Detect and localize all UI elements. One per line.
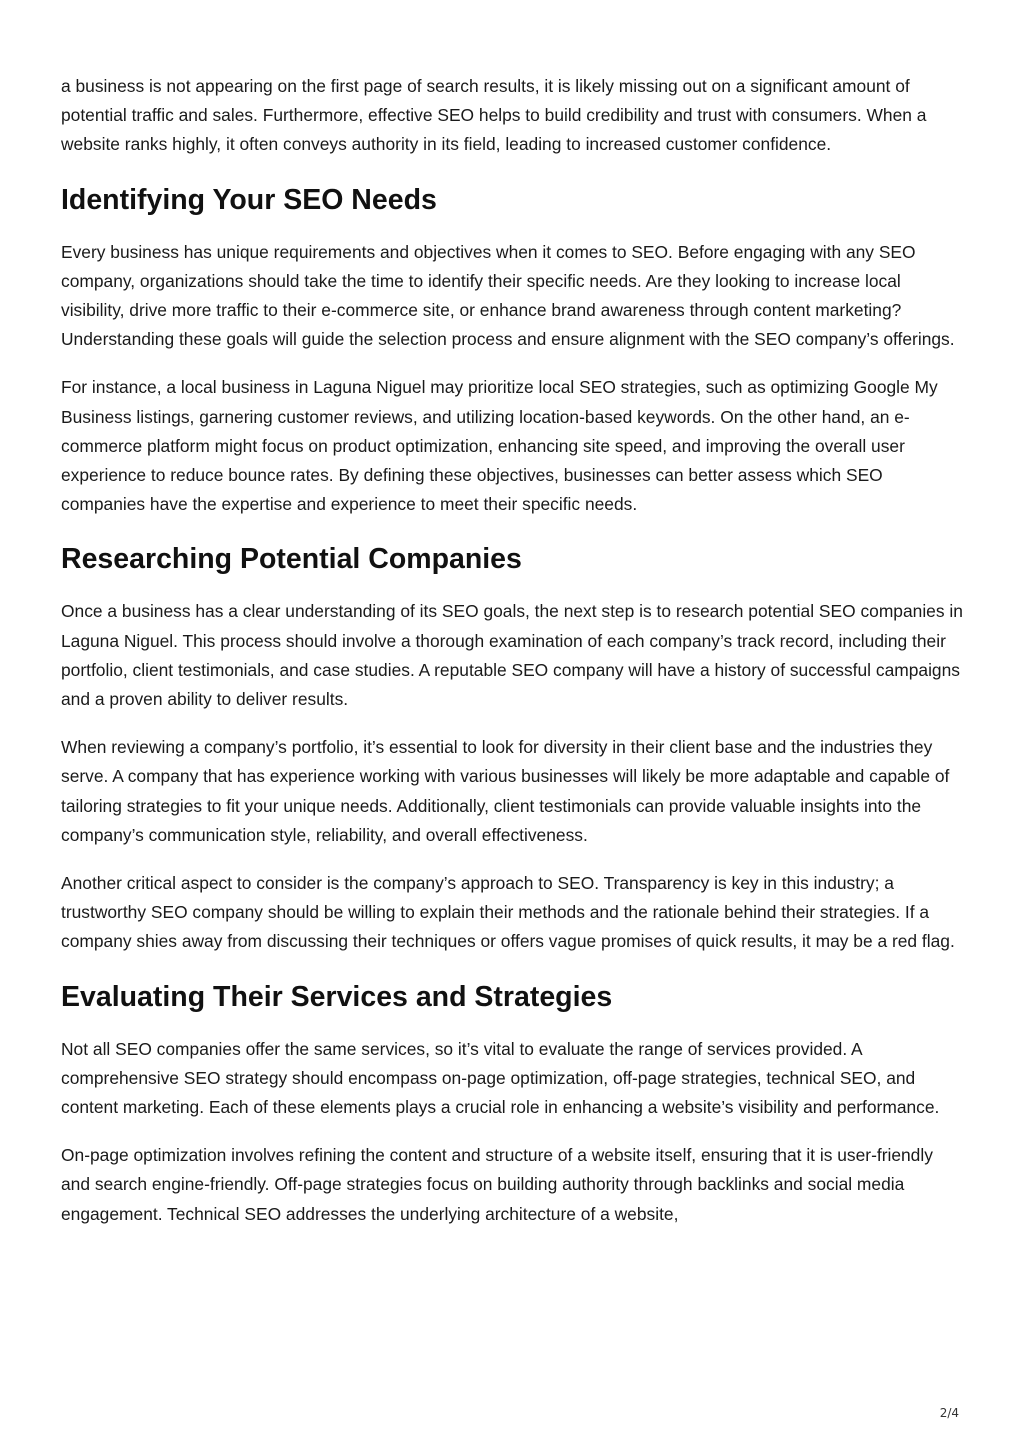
document-body (61, 72, 966, 1248)
paragraph-range-of-services: Not all SEO companies offer the same services, so it’s vital to evaluate the range of services provided. A comprehensive SEO strategy should encompass on-page optimization, off-page strategies, technical SEO, and content marketing. Each of these elements plays a crucial role in enhancing a website’s visibility and performance. (61, 1038, 940, 1118)
paragraph-transparency: Another critical aspect to consider is the company’s approach to SEO. Transparency is key in this industry; a trustworthy SEO company should be willing to explain their methods and the rationale behind their strategies. If a company shies away from discussing their techniques or offers vague promises of quick results, it may be a red flag. (61, 873, 955, 952)
paragraph-portfolio-review: When reviewing a company’s portfolio, it’s essential to look for diversity in their client base and the industries they serve. A company that has experience working with various businesses will likely be more adaptable and capable of tailoring strategies to fit your unique needs. Additionally, client testimonials can provide valuable insights into the company’s communication style, reliability, and overall effectiveness. (61, 737, 950, 845)
paragraph-unique-requirements: Every business has unique requirements and objectives when it comes to SEO. Before engaging with any SEO company, organizations should take the time to identify their specific needs. Are they looking to increase local visibility, drive more traffic to their e-commerce site, or enhance brand awareness through content marketing? Understanding these goals will guide the selection process and ensure alignment with the SEO company’s offerings. (61, 241, 955, 350)
heading-evaluating-services: Evaluating Their Services and Strategies (61, 980, 613, 1013)
paragraph-intro-continued: a business is not appearing on the first page of search results, it is likely missing out on a significant amount of potential traffic and sales. Furthermore, effective SEO helps to build credibility and trust with consumers. When a website ranks highly, it often conveys authority in its field, leading to increased customer confidence. (61, 76, 927, 155)
page-number: 2/4 (939, 1406, 959, 1420)
heading-researching-companies: Researching Potential Companies (61, 543, 522, 576)
paragraph-on-page-optimization: On-page optimization involves refining the content and structure of a website itself, ensuring that it is user-friendly and search engine-friendly. Off-page strategies focus on building authority through backlinks and social media engagement. Technical SEO addresses the underlying architecture of a website, (61, 1145, 933, 1224)
paragraph-research-goals: Once a business has a clear understanding of its SEO goals, the next step is to research potential SEO companies in Laguna Niguel. This process should involve a thorough examination of each company’s track record, including their portfolio, client testimonials, and case studies. A reputable SEO company will have a history of successful campaigns and a proven ability to deliver results. (61, 601, 963, 710)
heading-identifying-seo-needs: Identifying Your SEO Needs (61, 183, 437, 216)
paragraph-local-business-example: For instance, a local business in Laguna Niguel may prioritize local SEO strategies, such as optimizing Google My Business listings, garnering customer reviews, and utilizing location-based keywords. On the other hand, an e-commerce platform might focus on product optimization, enhancing site speed, and improving the overall user experience to reduce bounce rates. By defining these objectives, businesses can better assess which SEO companies have the expertise and experience to meet their specific needs. (61, 377, 938, 515)
